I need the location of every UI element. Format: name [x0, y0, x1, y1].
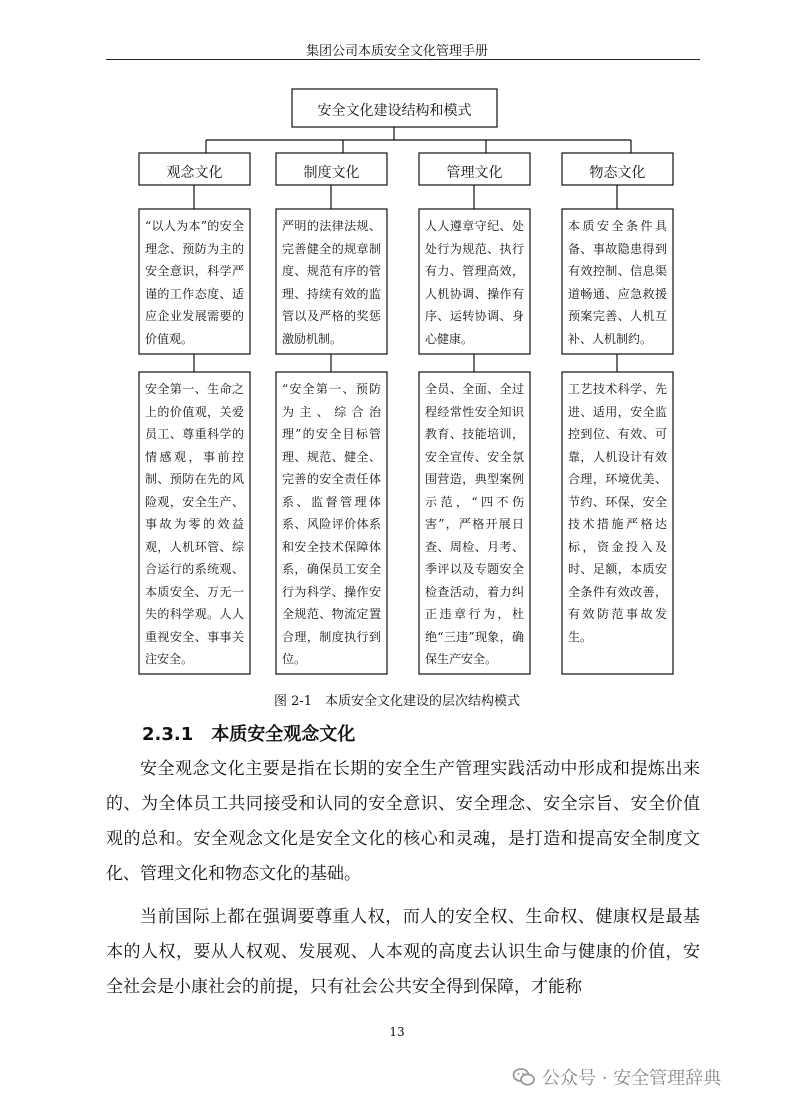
figure-caption: 图 2-1 本质安全文化建设的层次结构模式	[273, 694, 521, 709]
principle-text-1: “以人为本”的安全理念、预防为主的安全意识，科学严谨的工作态度、适应企业发展需要的价值观。	[145, 219, 244, 346]
detail-text-3: 全员、全面、全过程经常性安全知识教育、技能培训，安全宣传、安全氛围营造，典型案例示范，“四不伤害”，严格开展日查、周检、月考、季评以及专题安全检查活动，着力纠正违章行为，杜绝“三违”现象，确保生产安全。	[425, 382, 524, 666]
watermark-text: 公众号 · 安全管理辞典	[542, 1068, 722, 1089]
column-title-3: 管理文化	[446, 165, 503, 181]
detail-text-4: 工艺技术科学、先进、适用，安全监控到位、有效、可靠，人机设计有效合理，环境优美、节约、环保，安全技术措施严格达标，资金投入及时、足额，本质安全条件有效改善，有效防范事故发生。	[568, 382, 667, 644]
running-header: 集团公司本质安全文化管理手册	[305, 44, 488, 59]
body-paragraph-1: 安全观念文化主要是指在长期的安全生产管理实践活动中形成和提炼出来的、为全体员工共同接受和认同的安全意识、安全理念、安全宗旨、安全价值观的总和。安全观念文化是安全文化的核心和灵魂，是打造和提高安全制度文化、管理文化和物态文化的基础。	[106, 759, 700, 884]
section-heading: 2.3.1 本质安全观念文化	[142, 724, 356, 745]
column-title-2: 制度文化	[303, 165, 360, 181]
principle-text-3: 人人遵章守纪、处处行为规范、执行有力、管理高效，人机协调、操作有序、运转协调、身心健康。	[425, 219, 524, 346]
wechat-icon	[512, 1065, 536, 1089]
principle-text-4: 本质安全条件具备、事故隐患得到有效控制、信息渠道畅通、应急救援预案完善、人机互补、人机制约。	[568, 219, 667, 346]
detail-text-2: “安全第一、预防为主、综合治理”的安全目标管理、规范、健全、完善的安全责任体系、监督管理体系、风险评价体系和安全技术保障体系，确保员工安全行为科学、操作安全规范、物流定置合理，制度执行到位。	[282, 382, 381, 666]
detail-text-1: 安全第一、生命之上的价值观，关爱员工、尊重科学的情感观，事前控制、预防在先的风险观，安全生产、事故为零的效益观，人机环管、综合运行的系统观、本质安全、万无一失的科学观。人人重视安全、事事关注安全。	[145, 382, 244, 666]
principle-text-2: 严明的法律法规、完善健全的规章制度、规范有序的管理、持续有效的监管以及严格的奖惩激励机制。	[282, 219, 381, 346]
column-title-4: 物态文化	[589, 165, 646, 181]
column-title-1: 观念文化	[166, 165, 223, 181]
root-label: 安全文化建设结构和模式	[317, 103, 472, 119]
watermark	[512, 1064, 721, 1090]
body-paragraph-2: 当前国际上都在强调要尊重人权，而人的安全权、生命权、健康权是最基本的人权，要从人权观、发展观、人本观的高度去认识生命与健康的价值，安全社会是小康社会的前提，只有社会公共安全得到保障，才能称	[106, 907, 700, 997]
page-number: 13	[389, 1025, 405, 1039]
